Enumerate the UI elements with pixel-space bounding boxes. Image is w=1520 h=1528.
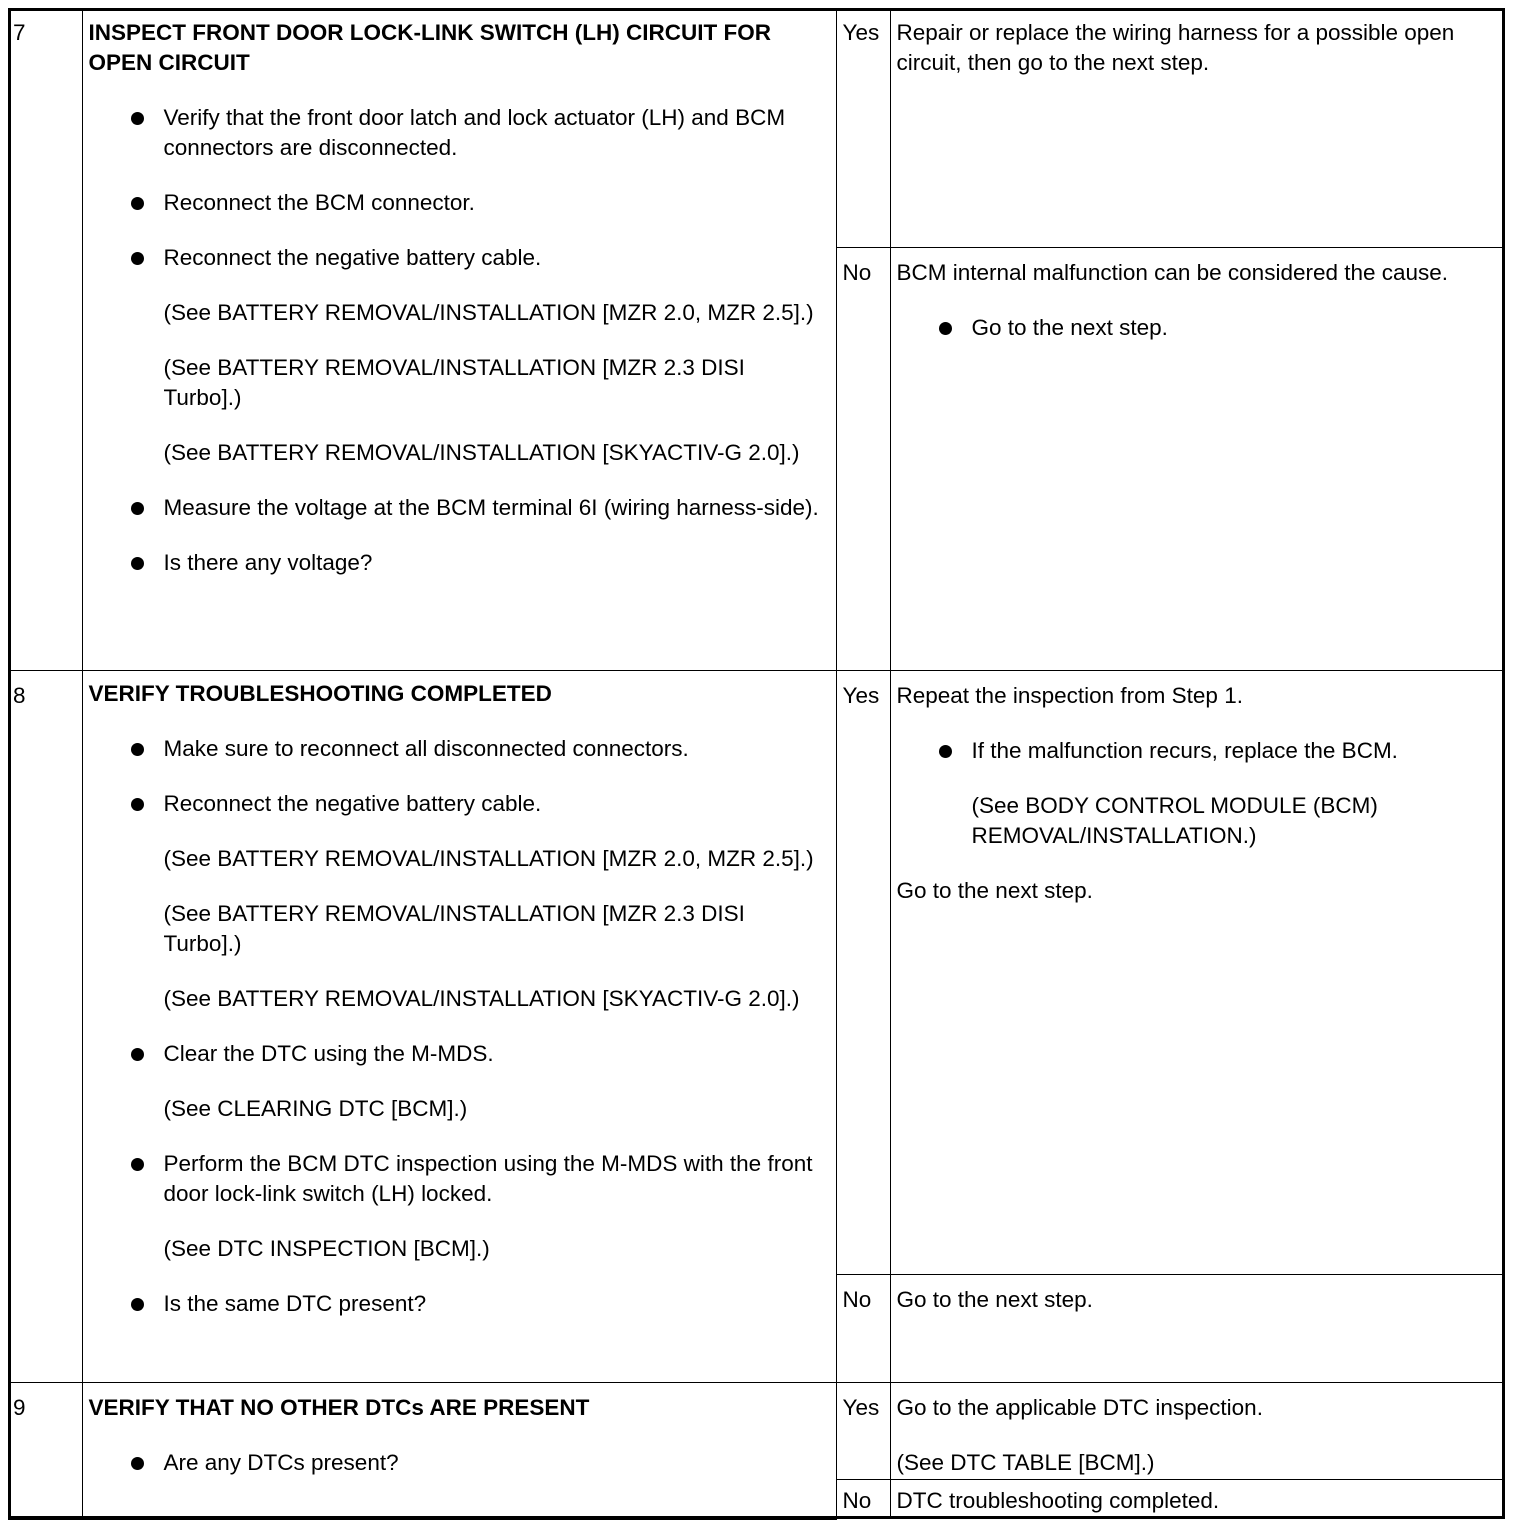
step-7-row-yes xyxy=(8,8,1505,247)
result-text: Go to the next step. xyxy=(896,1286,1093,1312)
bullet-icon xyxy=(939,322,952,335)
step-title: VERIFY TROUBLESHOOTING COMPLETED xyxy=(88,680,552,706)
bullet-icon xyxy=(131,743,144,756)
result-text: DTC troubleshooting completed. xyxy=(896,1487,1220,1513)
no-label: No xyxy=(836,1274,890,1382)
list-item xyxy=(89,493,828,523)
list-item-text: Reconnect the negative battery cable. xyxy=(163,245,542,270)
yes-label: Yes xyxy=(836,1382,890,1479)
no-result xyxy=(890,247,1505,670)
bullet-icon xyxy=(131,1457,144,1470)
list-item-text: Go to the next step. xyxy=(971,314,1168,340)
list-item xyxy=(89,188,828,218)
no-label: No xyxy=(836,247,890,670)
yes-result xyxy=(890,670,1505,1274)
list-item-text: Reconnect the BCM connector. xyxy=(163,190,475,215)
list-item xyxy=(897,736,1500,766)
reference-text: (See BATTERY REMOVAL/INSTALLATION [SKYACTIV-G 2.0].) xyxy=(163,440,800,465)
step-number: 8 xyxy=(8,670,82,1382)
reference-text: (See BATTERY REMOVAL/INSTALLATION [MZR 2.0, MZR 2.5].) xyxy=(163,845,814,871)
reference-text: (See DTC INSPECTION [BCM].) xyxy=(163,1235,490,1261)
list-item-text: Measure the voltage at the BCM terminal 6I (wiring harness-side). xyxy=(163,495,819,520)
list-item-text: Clear the DTC using the M-MDS. xyxy=(163,1040,494,1066)
list-item xyxy=(89,1039,828,1069)
list-item-text: Reconnect the negative battery cable. xyxy=(163,790,542,816)
bullet-icon xyxy=(131,557,144,570)
reference-text: (See BATTERY REMOVAL/INSTALLATION [MZR 2.3 DISI Turbo].) xyxy=(163,355,745,410)
no-result xyxy=(890,1479,1505,1519)
result-text: Repeat the inspection from Step 1. xyxy=(896,682,1243,708)
no-label: No xyxy=(836,1479,890,1519)
bullet-icon xyxy=(131,112,144,125)
step-number: 7 xyxy=(8,8,82,670)
bullet-icon xyxy=(131,798,144,811)
reference-text: (See DTC TABLE [BCM].) xyxy=(896,1449,1155,1475)
list-item-text: Perform the BCM DTC inspection using the M-MDS with the front door lock-link switch (LH) locked. xyxy=(163,1150,813,1206)
result-text: Go to the applicable DTC inspection. xyxy=(896,1394,1263,1420)
step-title: INSPECT FRONT DOOR LOCK-LINK SWITCH (LH) CIRCUIT FOR OPEN CIRCUIT xyxy=(88,20,771,75)
step-7-procedure xyxy=(82,8,836,670)
bullet-icon xyxy=(131,1048,144,1061)
reference-text: (See BATTERY REMOVAL/INSTALLATION [MZR 2.0, MZR 2.5].) xyxy=(163,300,814,325)
result-text: Repair or replace the wiring harness for a possible open circuit, then go to the next step. xyxy=(896,20,1455,75)
bullet-icon xyxy=(131,502,144,515)
yes-label: Yes xyxy=(836,670,890,1274)
list-item-text: If the malfunction recurs, replace the BCM. xyxy=(971,737,1398,763)
bullet-icon xyxy=(131,197,144,210)
step-9-procedure xyxy=(82,1382,836,1519)
no-result xyxy=(890,1274,1505,1382)
list-item xyxy=(89,548,828,578)
list-item-text: Are any DTCs present? xyxy=(163,1449,399,1475)
step-title: VERIFY THAT NO OTHER DTCs ARE PRESENT xyxy=(88,1394,590,1420)
bullet-icon xyxy=(131,252,144,265)
list-item xyxy=(89,734,828,764)
result-text: BCM internal malfunction can be considered the cause. xyxy=(896,259,1449,285)
yes-label: Yes xyxy=(836,8,890,247)
list-item xyxy=(89,789,828,819)
step-9-row-yes xyxy=(8,1382,1505,1479)
list-item xyxy=(89,243,828,273)
list-item xyxy=(89,103,828,163)
list-item-text: Is there any voltage? xyxy=(163,550,373,575)
reference-text: (See BODY CONTROL MODULE (BCM) REMOVAL/INSTALLATION.) xyxy=(971,792,1378,848)
step-number: 9 xyxy=(8,1382,82,1519)
step-8-procedure xyxy=(82,670,836,1382)
list-item xyxy=(89,1448,828,1478)
list-item-text: Is the same DTC present? xyxy=(163,1290,427,1316)
yes-result xyxy=(890,8,1505,247)
result-text: Go to the next step. xyxy=(896,877,1093,903)
yes-result xyxy=(890,1382,1505,1479)
troubleshooting-table xyxy=(8,8,1505,1520)
reference-text: (See BATTERY REMOVAL/INSTALLATION [SKYACTIV-G 2.0].) xyxy=(163,985,800,1011)
list-item xyxy=(897,313,1500,343)
step-8-row-yes xyxy=(8,670,1505,1274)
bullet-icon xyxy=(131,1158,144,1171)
bullet-icon xyxy=(939,745,952,758)
list-item-text: Make sure to reconnect all disconnected connectors. xyxy=(163,735,689,761)
bullet-icon xyxy=(131,1298,144,1311)
list-item-text: Verify that the front door latch and lock actuator (LH) and BCM connectors are disconnected. xyxy=(163,105,786,160)
list-item xyxy=(89,1289,828,1319)
reference-text: (See BATTERY REMOVAL/INSTALLATION [MZR 2.3 DISI Turbo].) xyxy=(163,900,745,956)
reference-text: (See CLEARING DTC [BCM].) xyxy=(163,1095,468,1121)
list-item xyxy=(89,1149,828,1209)
